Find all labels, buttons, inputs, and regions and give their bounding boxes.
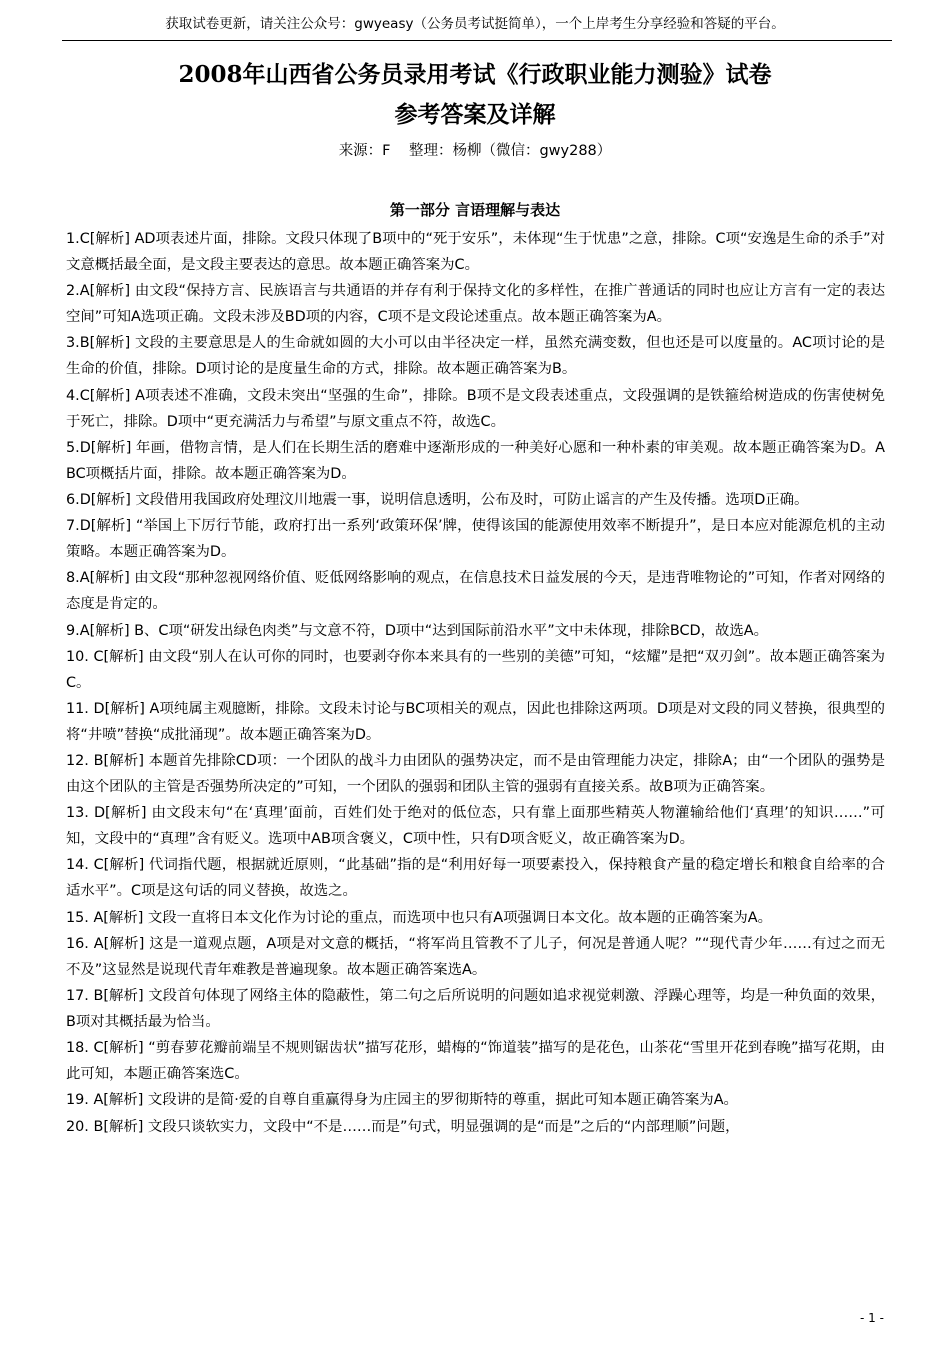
header-divider [62, 40, 892, 41]
answer-item-18: 18. C[解析] “剪春萝花瓣前端呈不规则锯齿状”描写花形，蜡梅的“饰道装”描写的是花色，山茶花“雪里开花到春晚”描写花期，由此可知，本题正确答案选C。 [66, 1040, 885, 1083]
answer-item-10: 10. C[解析] 由文段“别人在认可你的同时，也要剥夺你本来具有的一些别的美德”可知，“炫耀”是把“双刃剑”。故本题正确答案为C。 [66, 648, 885, 691]
page-number: - 1 - [860, 1311, 884, 1325]
answer-item-12: 12. B[解析] 本题首先排除CD项：一个团队的战斗力由团队的强势决定，而不是由管理能力决定，排除A；由“一个团队的强势是由这个团队的主管是否强势所决定的”可知，一个团队的强弱和团队主管的强弱有直接关系。故B项为正确答案。 [66, 753, 885, 796]
answer-item-2: 2.A[解析] 由文段“保持方言、民族语言与共通语的并存有利于保持文化的多样性，在推广普通话的同时也应让方言有一定的表达空间”可知A选项正确。文段未涉及BD项的内容，C项不是文段论述重点。故本题正确答案为A。 [66, 283, 885, 326]
answer-item-17: 17. B[解析] 文段首句体现了网络主体的隐蔽性，第二句之后所说明的问题如追求视觉刺激、浮躁心理等，均是一种负面的效果，B项对其概括最为恰当。 [66, 988, 885, 1030]
document-meta: 来源：F 整理：杨柳（微信：gwy288） [338, 143, 612, 159]
answer-item-15: 15. A[解析] 文段一直将日本文化作为讨论的重点，而选项中也只有A项强调日本文化。故本题的正确答案为A。 [66, 909, 772, 926]
section-title: 第一部分 言语理解与表达 [389, 201, 561, 219]
answer-item-1: 1.C[解析] AD项表述片面，排除。文段只体现了B项中的“死于安乐”，未体现“生于忧患”之意，排除。C项“安逸是生命的杀手”对文意概括最全面，是文段主要表达的意思。故本题正确答案为C。 [66, 231, 885, 273]
header-note: 获取试卷更新，请关注公众号：gwyeasy（公务员考试挺简单），一个上岸考生分享经验和答疑的平台。 [165, 16, 785, 32]
answer-item-3: 3.B[解析] 文段的主要意思是人的生命就如圆的大小可以由半径决定一样，虽然充满变数，但也还是可以度量的。AC项讨论的是生命的价值，排除。D项讨论的是度量生命的方式，排除。故本题正确答案为B。 [66, 335, 885, 378]
answer-item-14: 14. C[解析] 代词指代题，根据就近原则，“此基础”指的是“利用好每一项要素投入，保持粮食产量的稳定增长和粮食自给率的合适水平”。C项是这句话的同义替换，故选之。 [66, 857, 885, 900]
answer-item-19: 19. A[解析] 文段讲的是简·爱的自尊自重赢得身为庄园主的罗彻斯特的尊重，据此可知本题正确答案为A。 [66, 1092, 738, 1109]
document-subtitle: 参考答案及详解 [394, 101, 556, 128]
answer-item-5: 5.D[解析] 年画，借物言情，是人们在长期生活的磨难中逐渐形成的一种美好心愿和一种朴素的审美观。故本题正确答案为D。ABC项概括片面，排除。故本题正确答案为D。 [66, 439, 885, 482]
answer-item-8: 8.A[解析] 由文段“那种忽视网络价值、贬低网络影响的观点，在信息技术日益发展的今天，是违背唯物论的”可知，作者对网络的态度是肯定的。 [66, 570, 885, 613]
answer-item-6: 6.D[解析] 文段借用我国政府处理汶川地震一事，说明信息透明，公布及时，可防止谣言的产生及传播。选项D正确。 [66, 491, 809, 508]
answer-item-4: 4.C[解析] A项表述不准确，文段未突出“坚强的生命”，排除。B项不是文段表述重点，文段强调的是铁箍给树造成的伤害使树免于死亡，排除。D项中“更充满活力与希望”与原文重点不符，故选C。 [66, 387, 885, 430]
answer-item-9: 9.A[解析] B、C项“研发出绿色肉类”与文意不符，D项中“达到国际前沿水平”文中未体现，排除BCD，故选A。 [66, 622, 769, 639]
answer-item-20: 20. B[解析] 文段只谈软实力，文段中“不是……而是”句式，明显强调的是“而是”之后的“内部理顺”问题， [66, 1118, 740, 1135]
document-title: 2008年山西省公务员录用考试《行政职业能力测验》试卷 [178, 61, 772, 88]
answer-item-16: 16. A[解析] 这是一道观点题，A项是对文意的概括，“将军尚且管教不了儿子，何况是普通人呢？”“现代青少年……有过之而无不及”这显然是说现代青年难教是普遍现象。故本题正确答案选A。 [66, 935, 885, 978]
answer-list [66, 226, 885, 1140]
answer-item-13: 13. D[解析] 由文段末句“在‘真理’面前，百姓们处于绝对的低位态，只有靠上面那些精英人物灌输给他们‘真理’的知识……”可知，文段中的“真理”含有贬义。选项中AB项含褒义，C项中性，只有D项含贬义，故正确答案为D。 [66, 805, 885, 848]
answer-item-7: 7.D[解析] “举国上下厉行节能，政府打出一系列‘政策环保’牌，使得该国的能源使用效率不断提升”，是日本应对能源危机的主动策略。本题正确答案为D。 [66, 518, 885, 561]
answer-item-11: 11. D[解析] A项纯属主观臆断，排除。文段未讨论与BC项相关的观点，因此也排除这两项。D项是对文段的同义替换，很典型的将“井喷”替换“成批涌现”。故本题正确答案为D。 [66, 700, 885, 743]
